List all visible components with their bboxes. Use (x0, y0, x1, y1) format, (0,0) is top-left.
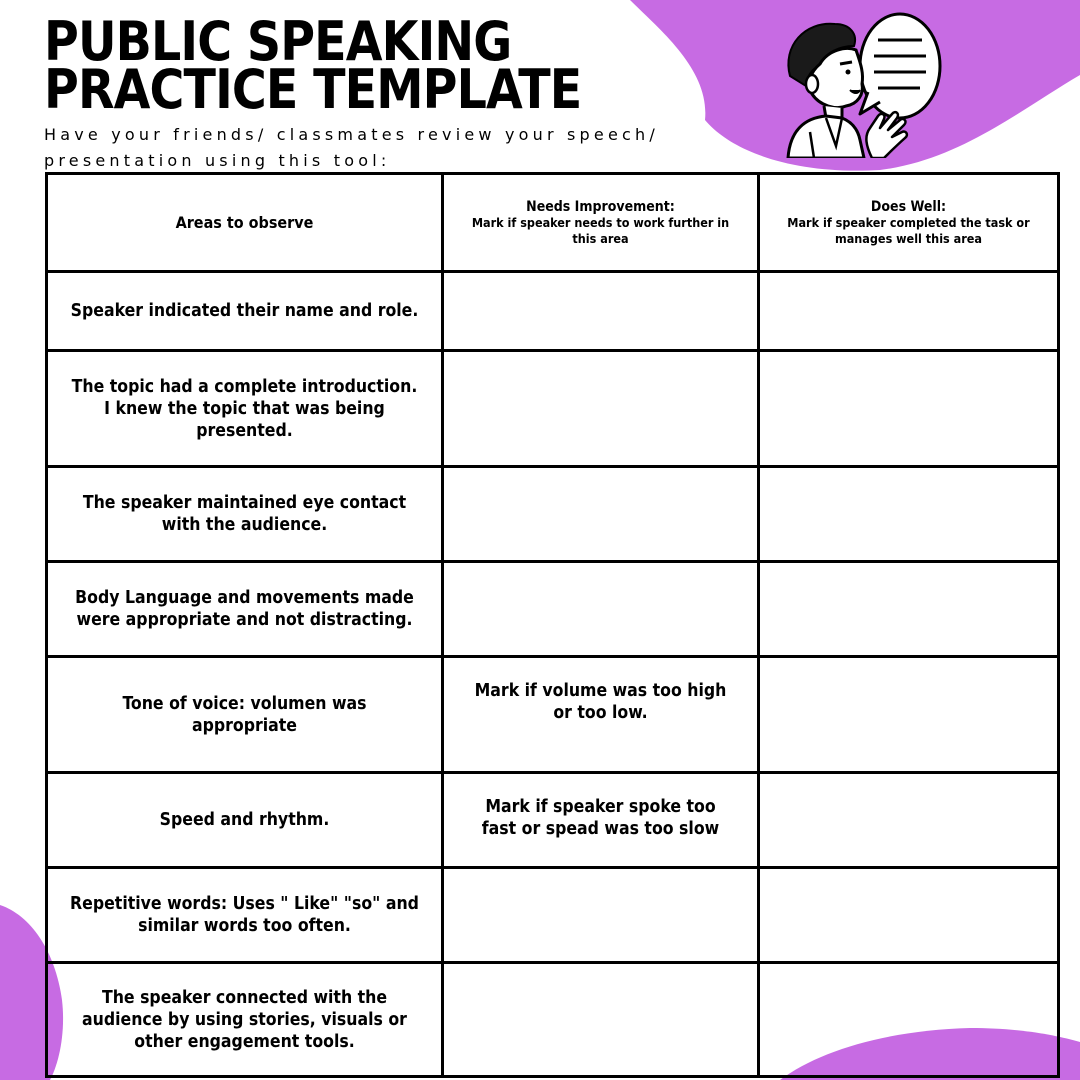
table-row (47, 657, 1059, 773)
does-well-cell[interactable] (759, 868, 1059, 963)
evaluation-table (45, 172, 1060, 1078)
header-does-well (759, 174, 1059, 272)
table-row (47, 351, 1059, 467)
header-areas-to-observe (47, 174, 443, 272)
title-line-1: PUBLIC SPEAKING (44, 10, 512, 73)
needs-improvement-cell[interactable]: Mark if speaker spoke too fast or spead was too slow (443, 773, 759, 868)
does-well-cell[interactable] (759, 467, 1059, 562)
table-row (47, 773, 1059, 868)
needs-improvement-cell[interactable] (443, 467, 759, 562)
header-areas-label: Areas to observe (175, 213, 314, 232)
area-cell: Body Language and movements made were appropriate and not distracting. (47, 562, 443, 657)
does-well-description: Mark if speaker completed the task or manages well this area (787, 214, 1030, 246)
needs-improvement-cell[interactable] (443, 963, 759, 1077)
page-title (44, 10, 582, 121)
area-cell: The speaker connected with the audience by using stories, visuals or other engagement tools. (47, 963, 443, 1077)
instructions-line-1: Have your friends/ classmates review your speech/ (44, 125, 659, 144)
does-well-cell[interactable] (759, 773, 1059, 868)
does-well-cell[interactable] (759, 351, 1059, 467)
speaking-person-with-speech-bubble-icon (780, 6, 950, 158)
table-row (47, 467, 1059, 562)
needs-improvement-title: Needs Improvement: (526, 198, 675, 215)
table-header-row (47, 174, 1059, 272)
area-cell: Repetitive words: Uses " Like" "so" and similar words too often. (47, 868, 443, 963)
does-well-cell[interactable] (759, 272, 1059, 351)
needs-improvement-cell[interactable] (443, 351, 759, 467)
area-cell: The topic had a complete introduction. I knew the topic that was being presented. (47, 351, 443, 467)
instructions (44, 122, 684, 174)
instructions-line-2: presentation using this tool: (44, 151, 391, 170)
area-cell: Speed and rhythm. (47, 773, 443, 868)
table-row (47, 272, 1059, 351)
does-well-cell[interactable] (759, 657, 1059, 773)
needs-improvement-cell[interactable] (443, 868, 759, 963)
needs-improvement-cell[interactable]: Mark if volume was too high or too low. (443, 657, 759, 773)
table-row (47, 562, 1059, 657)
does-well-title: Does Well: (870, 198, 947, 215)
needs-improvement-description: Mark if speaker needs to work further in this area (471, 214, 730, 246)
needs-improvement-cell[interactable] (443, 562, 759, 657)
table-row (47, 963, 1059, 1077)
area-cell: The speaker maintained eye contact with the audience. (47, 467, 443, 562)
header-needs-improvement (443, 174, 759, 272)
does-well-cell[interactable] (759, 562, 1059, 657)
area-cell: Tone of voice: volumen was appropriate (47, 657, 443, 773)
does-well-cell[interactable] (759, 963, 1059, 1077)
title-line-2: PRACTICE TEMPLATE (44, 58, 582, 121)
needs-improvement-cell[interactable] (443, 272, 759, 351)
area-cell: Speaker indicated their name and role. (47, 272, 443, 351)
table-row (47, 868, 1059, 963)
